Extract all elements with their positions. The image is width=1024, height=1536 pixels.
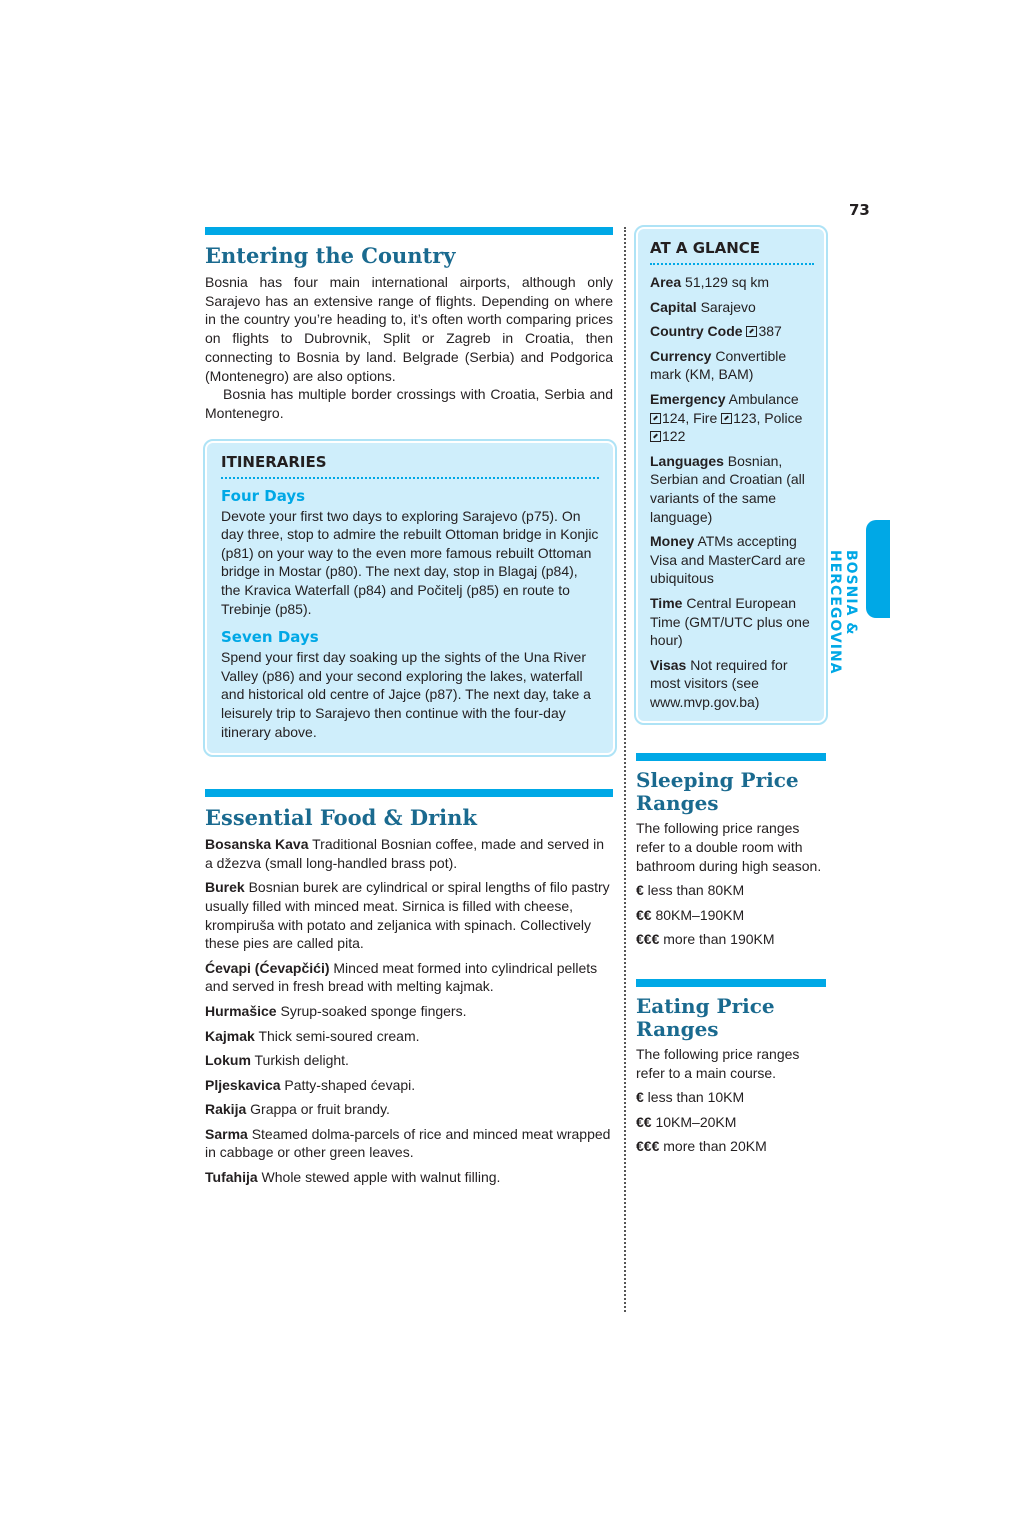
glance-desc: 122 <box>662 428 686 445</box>
food-desc: Traditional Bosnian coffee, made and served in a džezva (small long-handled brass pot). <box>205 836 604 871</box>
glance-title: AT A GLANCE <box>650 239 814 265</box>
glance-term: Currency <box>650 347 712 364</box>
sleeping-section <box>636 753 826 949</box>
food-term: Bosanska Kava <box>205 836 309 853</box>
food-item <box>205 1027 613 1046</box>
price-range <box>636 930 826 949</box>
glance-item <box>650 322 814 341</box>
itinerary-text: Devote your first two days to exploring Sarajevo (p75). On day three, stop to admire the rebuilt Ottoman bridge in Konjic (p81) on your way to the even more famous rebuilt Ottoman bridge in Mostar (p80). The next day, stop in Blagaj (p84), the Kravica Waterfall (p84) and Počitelj (p85) en route to Trebinje (p85). <box>221 507 599 617</box>
section-bar <box>636 753 826 761</box>
food-desc: Bosnian burek are cylindrical or spiral lengths of filo pastry usually filled with minced meat. Sirnica is filled with cheese, krompiruša with potato and zeljanica with spinach. Collectively these pies are called pita. <box>205 879 610 952</box>
food-title: Essential Food & Drink <box>205 805 477 831</box>
chapter-label: BOSNIA & HERCEGOVINA <box>827 550 859 675</box>
price-range <box>636 1088 826 1107</box>
glance-item <box>650 347 814 384</box>
section-bar <box>205 789 613 797</box>
price-symbol: €€€ <box>636 931 660 948</box>
eating-intro: The following price ranges refer to a main course. <box>636 1046 800 1081</box>
food-desc: Minced meat formed into cylindrical pellets and served in fresh bread with melting kajmak. <box>205 959 598 995</box>
price-text: 10KM–20KM <box>651 1113 737 1130</box>
food-item <box>205 1100 613 1119</box>
sleeping-intro: The following price ranges refer to a double room with bathroom during high season. <box>636 820 822 874</box>
food-desc: Syrup-soaked sponge fingers. <box>276 1002 467 1019</box>
page-number: 73 <box>849 201 870 219</box>
price-symbol: €€ <box>636 1113 652 1130</box>
food-item <box>205 835 613 872</box>
price-range <box>636 1113 826 1132</box>
entering-paragraph: Bosnia has multiple border crossings with Croatia, Serbia and Montenegro. <box>205 386 613 421</box>
glance-term: Time <box>650 594 683 611</box>
glance-term: Languages <box>650 452 724 469</box>
glance-item <box>650 532 814 588</box>
food-desc: Steamed dolma-parcels of rice and minced meat wrapped in cabbage or other green leaves. <box>205 1125 611 1161</box>
entering-body <box>205 273 613 423</box>
food-term: Ćevapi (Ćevapčići) <box>205 959 330 976</box>
glance-desc: Ambulance <box>725 390 799 407</box>
food-item <box>205 1051 613 1070</box>
food-item <box>205 959 613 996</box>
glance-term: Money <box>650 533 695 550</box>
glance-desc: 51,129 sq km <box>681 274 770 290</box>
phone-icon <box>721 413 732 424</box>
glance-desc: Convertible mark (KM, BAM) <box>650 347 787 383</box>
glance-desc: 123, Police <box>733 409 803 426</box>
eating-title: Eating Price Ranges <box>636 994 775 1042</box>
glance-term: Visas <box>650 656 687 673</box>
section-bar <box>636 979 826 987</box>
food-item <box>205 1076 613 1095</box>
food-term: Burek <box>205 879 245 896</box>
glance-term: Capital <box>650 298 697 315</box>
phone-icon <box>746 326 757 337</box>
glance-desc: Not required for most visitors (see www.mvp.gov.ba) <box>650 656 788 710</box>
sleeping-title: Sleeping Price Ranges <box>636 768 799 816</box>
column-divider <box>624 227 626 1312</box>
glance-desc: ATMs accepting Visa and MasterCard are ubiquitous <box>650 533 806 587</box>
price-range <box>636 1137 826 1156</box>
food-item <box>205 1002 613 1021</box>
price-range <box>636 881 826 900</box>
glance-item <box>650 390 814 446</box>
chapter-tab <box>866 520 890 618</box>
food-term: Rakija <box>205 1101 247 1118</box>
food-desc: Grappa or fruit brandy. <box>246 1101 390 1118</box>
food-item <box>205 878 613 952</box>
glance-desc: Bosnian, Serbian and Croatian (all variants of the same language) <box>650 452 805 525</box>
food-desc: Turkish delight. <box>250 1052 349 1069</box>
phone-icon <box>650 431 661 442</box>
food-desc: Whole stewed apple with walnut filling. <box>257 1169 501 1186</box>
glance-desc: 124, Fire <box>662 409 722 426</box>
food-item <box>205 1168 613 1187</box>
right-column <box>636 227 826 1156</box>
price-text: 80KM–190KM <box>651 906 745 923</box>
phone-icon <box>650 413 661 424</box>
itineraries-box <box>205 441 615 756</box>
section-bar <box>205 227 613 235</box>
food-desc: Thick semi-soured cream. <box>254 1027 420 1044</box>
entering-title: Entering the Country <box>205 243 456 268</box>
glance-desc: 387 <box>758 323 782 340</box>
price-text: more than 20KM <box>659 1138 767 1155</box>
food-term: Hurmašice <box>205 1002 277 1019</box>
food-section <box>205 789 613 1187</box>
itinerary-heading: Seven Days <box>221 628 319 647</box>
food-term: Kajmak <box>205 1027 255 1044</box>
glance-desc: Sarajevo <box>696 298 756 315</box>
food-term: Sarma <box>205 1125 248 1142</box>
glance-desc: Central European Time (GMT/UTC plus one hour) <box>650 594 810 649</box>
price-symbol: €€ <box>636 906 652 923</box>
food-term: Pljeskavica <box>205 1076 281 1093</box>
glance-term: Emergency <box>650 390 726 407</box>
food-desc: Patty-shaped ćevapi. <box>280 1076 416 1093</box>
itineraries-title: ITINERARIES <box>221 453 599 479</box>
price-symbol: € <box>636 882 644 899</box>
price-text: less than 80KM <box>643 882 745 899</box>
left-column <box>205 227 613 1193</box>
price-text: more than 190KM <box>659 931 775 948</box>
glance-item <box>650 656 814 712</box>
glance-term: Country Code <box>650 323 743 340</box>
entering-paragraph: Bosnia has four main international airports, although only Sarajevo has an extensive range of flights. Depending on where in the country you’re heading to, it’s often worth comparing prices on flights to Dubrovnik, Split or Zagreb in Croatia, then connecting to Bosnia by land. Belgrade (Serbia) and Podgorica (Montenegro) are also options. <box>205 274 613 384</box>
glance-item <box>650 298 814 317</box>
price-symbol: €€€ <box>636 1138 660 1155</box>
food-term: Tufahija <box>205 1169 258 1186</box>
glance-term: Area <box>650 274 682 290</box>
price-symbol: € <box>636 1089 644 1106</box>
price-text: less than 10KM <box>643 1089 745 1106</box>
itinerary-heading: Four Days <box>221 486 306 505</box>
food-item <box>205 1125 613 1162</box>
glance-item <box>650 594 814 650</box>
eating-section <box>636 979 826 1156</box>
glance-item <box>650 452 814 526</box>
itinerary-text: Spend your first day soaking up the sights of the Una River Valley (p86) and your second exploring the lakes, waterfall and historical old centre of Jajce (p87). The next day, take a leisurely trip to Sarajevo then continue with the four-day itinerary above. <box>221 649 591 740</box>
food-term: Lokum <box>205 1052 251 1069</box>
glance-item <box>650 273 814 292</box>
price-range <box>636 906 826 925</box>
at-a-glance-box <box>636 227 826 723</box>
